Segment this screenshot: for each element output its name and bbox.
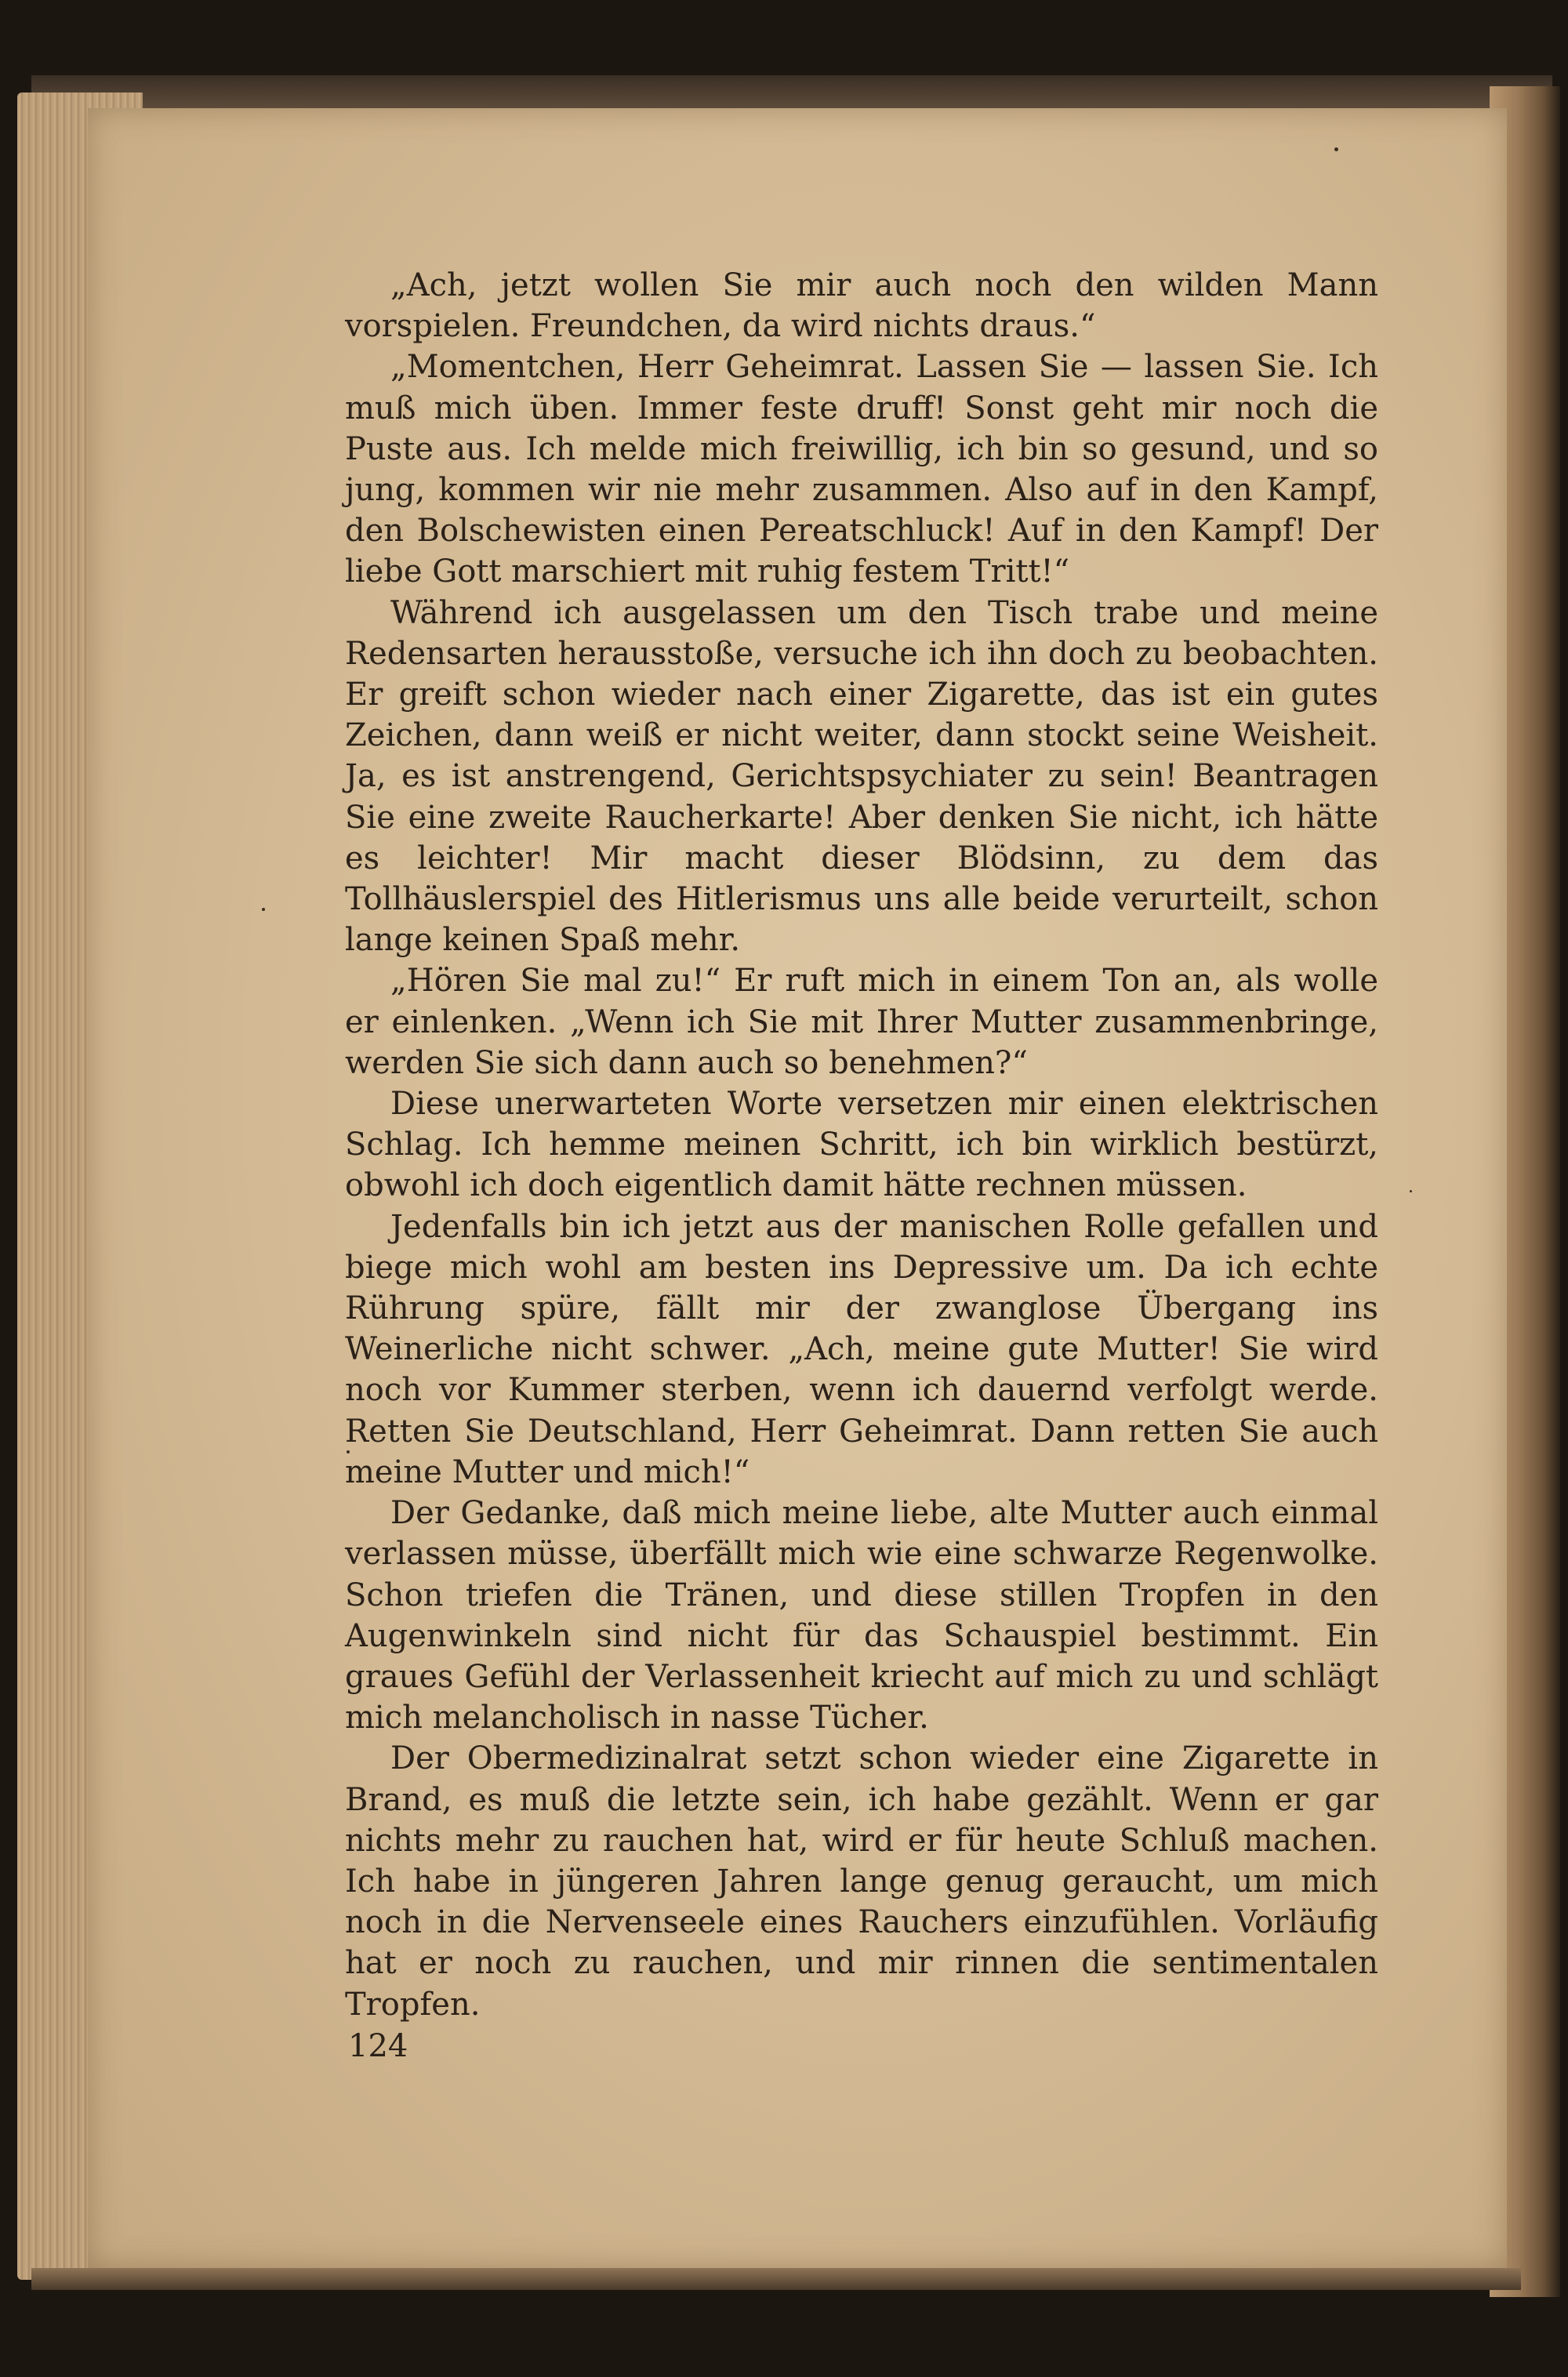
paper-speck bbox=[1334, 147, 1338, 151]
paper-speck bbox=[262, 908, 265, 911]
paragraph: Der Gedanke, daß mich meine liebe, alte Mutter auch einmal verlassen müsse, überfällt mich wie eine schwarze Regenwolke. Schon triefen die Tränen, und diese stillen Tropfen in den Augenwinkeln sind nicht für das Schauspiel bestimmt. Ein graues Gefühl der Verlassenheit kriecht auf mich zu und schlägt mich melancholisch in nasse Tücher. bbox=[345, 1495, 1378, 1736]
paragraph: „Ach, jetzt wollen Sie mir auch noch den wilden Mann vorspielen. Freundchen, da wird nichts draus.“ bbox=[345, 267, 1378, 345]
page-text bbox=[345, 265, 1378, 2025]
paragraph: Jedenfalls bin ich jetzt aus der manischen Rolle gefallen und biege mich wohl am besten ins Depressive um. Da ich echte Rührung spüre, fällt mir der zwanglose Übergang ins Weinerliche nicht schwer. „Ach, meine gute Mutter! Sie wird noch vor Kummer sterben, wenn ich dauernd verfolgt werde. Retten Sie Deutschland, Herr Geheimrat. Dann retten Sie auch meine Mutter und mich!“ bbox=[345, 1208, 1378, 1490]
page-number: 124 bbox=[348, 2028, 408, 2064]
paragraph: Während ich ausgelassen um den Tisch trabe und meine Redensarten herausstoße, versuche ich ihn doch zu beobachten. Er greift schon wieder nach einer Zigarette, das ist ein gutes Zeichen, dann weiß er nicht weiter, dann stockt seine Weisheit. Ja, es ist anstrengend, Gerichtspsychiater zu sein! Beantragen Sie eine zweite Raucherkarte! Aber denken Sie nicht, ich hätte es leichter! Mir macht dieser Blödsinn, zu dem das Tollhäuslerspiel des Hitlerismus uns alle beide verurteilt, schon lange keinen Spaß mehr. bbox=[345, 594, 1378, 959]
paper-speck bbox=[1410, 1190, 1412, 1192]
paragraph: Diese unerwarteten Worte versetzen mir einen elektrischen Schlag. Ich hemme meinen Schritt, ich bin wirklich bestürzt, obwohl ich doch eigentlich damit hätte rechnen müssen. bbox=[345, 1086, 1378, 1204]
book-bottom-edge bbox=[31, 2268, 1521, 2290]
paragraph: „Hören Sie mal zu!“ Er ruft mich in einem Ton an, als wolle er einlenken. „Wenn ich Sie mit Ihrer Mutter zusammenbringe, werden Sie sich dann auch so benehmen?“ bbox=[345, 963, 1378, 1081]
paragraph: Der Obermedizinalrat setzt schon wieder eine Zigarette in Brand, es muß die letzte sein, ich habe gezählt. Wenn er gar nichts mehr zu rauchen hat, wird er für heute Schluß machen. Ich habe in jüngeren Jahren lange genug geraucht, um mich noch in die Nervenseele eines Rauchers einzufühlen. Vorläufig hat er noch zu rauchen, und mir rinnen die sentimentalen Tropfen. bbox=[345, 1740, 1378, 2023]
paragraph: „Momentchen, Herr Geheimrat. Lassen Sie — lassen Sie. Ich muß mich üben. Immer feste druff! Sonst geht mir noch die Puste aus. Ich melde mich freiwillig, ich bin so gesund, und so jung, kommen wir nie mehr zusammen. Also auf in den Kampf, den Bolschewisten einen Pereatschluck! Auf in den Kampf! Der liebe Gott marschiert mit ruhig festem Tritt!“ bbox=[345, 349, 1378, 590]
